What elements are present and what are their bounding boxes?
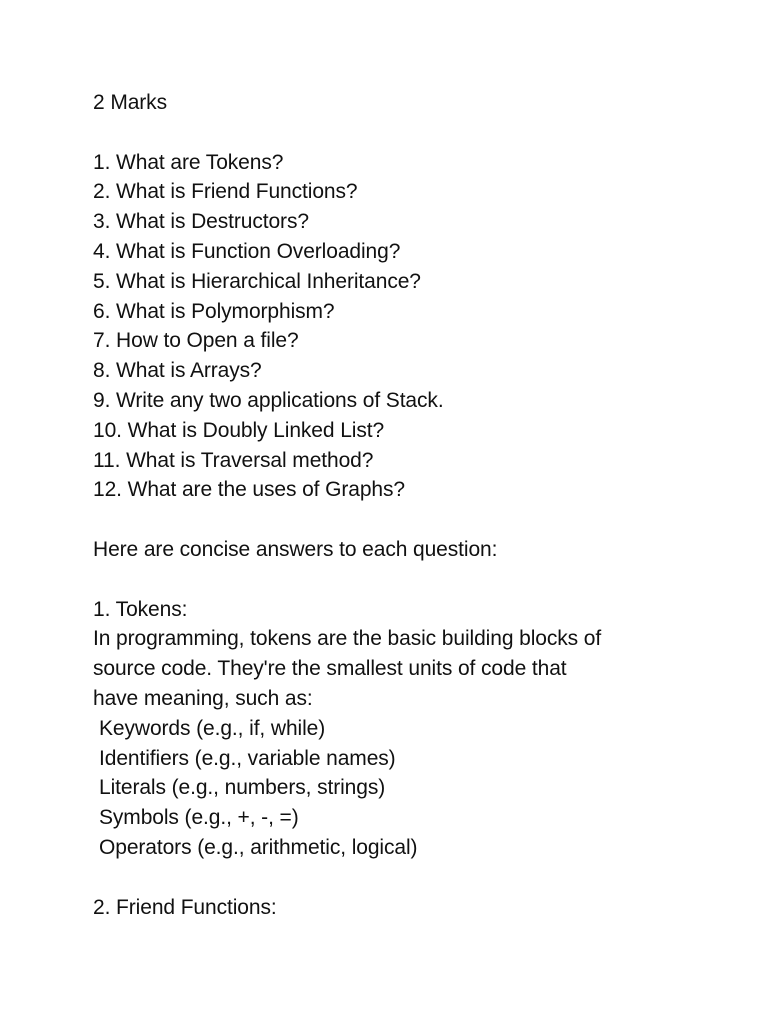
document-page — [93, 88, 733, 922]
question-item: 10. What is Doubly Linked List? — [93, 418, 385, 442]
answer-title: 1. Tokens: — [93, 597, 188, 621]
answer-body-line: source code. They're the smallest units of code that — [93, 657, 567, 681]
answers-intro: Here are concise answers to each question: — [93, 537, 498, 561]
example-item: Symbols (e.g., +, -, =) — [99, 806, 299, 830]
example-item: Operators (e.g., arithmetic, logical) — [99, 835, 418, 859]
question-item: 6. What is Polymorphism? — [93, 299, 335, 323]
question-item: 5. What is Hierarchical Inheritance? — [93, 269, 421, 293]
question-list — [93, 148, 733, 506]
question-item: 1. What are Tokens? — [93, 150, 284, 174]
answer-tokens — [93, 595, 733, 863]
example-item: Keywords (e.g., if, while) — [99, 716, 326, 740]
example-item: Literals (e.g., numbers, strings) — [99, 776, 386, 800]
question-item: 9. Write any two applications of Stack. — [93, 388, 444, 412]
spacer — [93, 565, 733, 595]
question-item: 7. How to Open a file? — [93, 329, 299, 353]
section-heading: 2 Marks — [93, 91, 167, 114]
spacer — [93, 505, 733, 535]
answer-body-line: have meaning, such as: — [93, 686, 313, 710]
spacer — [93, 863, 733, 893]
question-item: 2. What is Friend Functions? — [93, 180, 358, 204]
answer-body-line: In programming, tokens are the basic building blocks of — [93, 627, 602, 651]
answer-friend-functions — [93, 893, 733, 923]
example-item: Identifiers (e.g., variable names) — [99, 746, 396, 770]
spacer — [93, 118, 733, 148]
question-item: 11. What is Traversal method? — [93, 448, 374, 472]
question-item: 8. What is Arrays? — [93, 359, 262, 383]
question-item: 4. What is Function Overloading? — [93, 239, 401, 263]
answer-title: 2. Friend Functions: — [93, 895, 277, 919]
question-item: 3. What is Destructors? — [93, 210, 309, 234]
question-item: 12. What are the uses of Graphs? — [93, 478, 405, 502]
